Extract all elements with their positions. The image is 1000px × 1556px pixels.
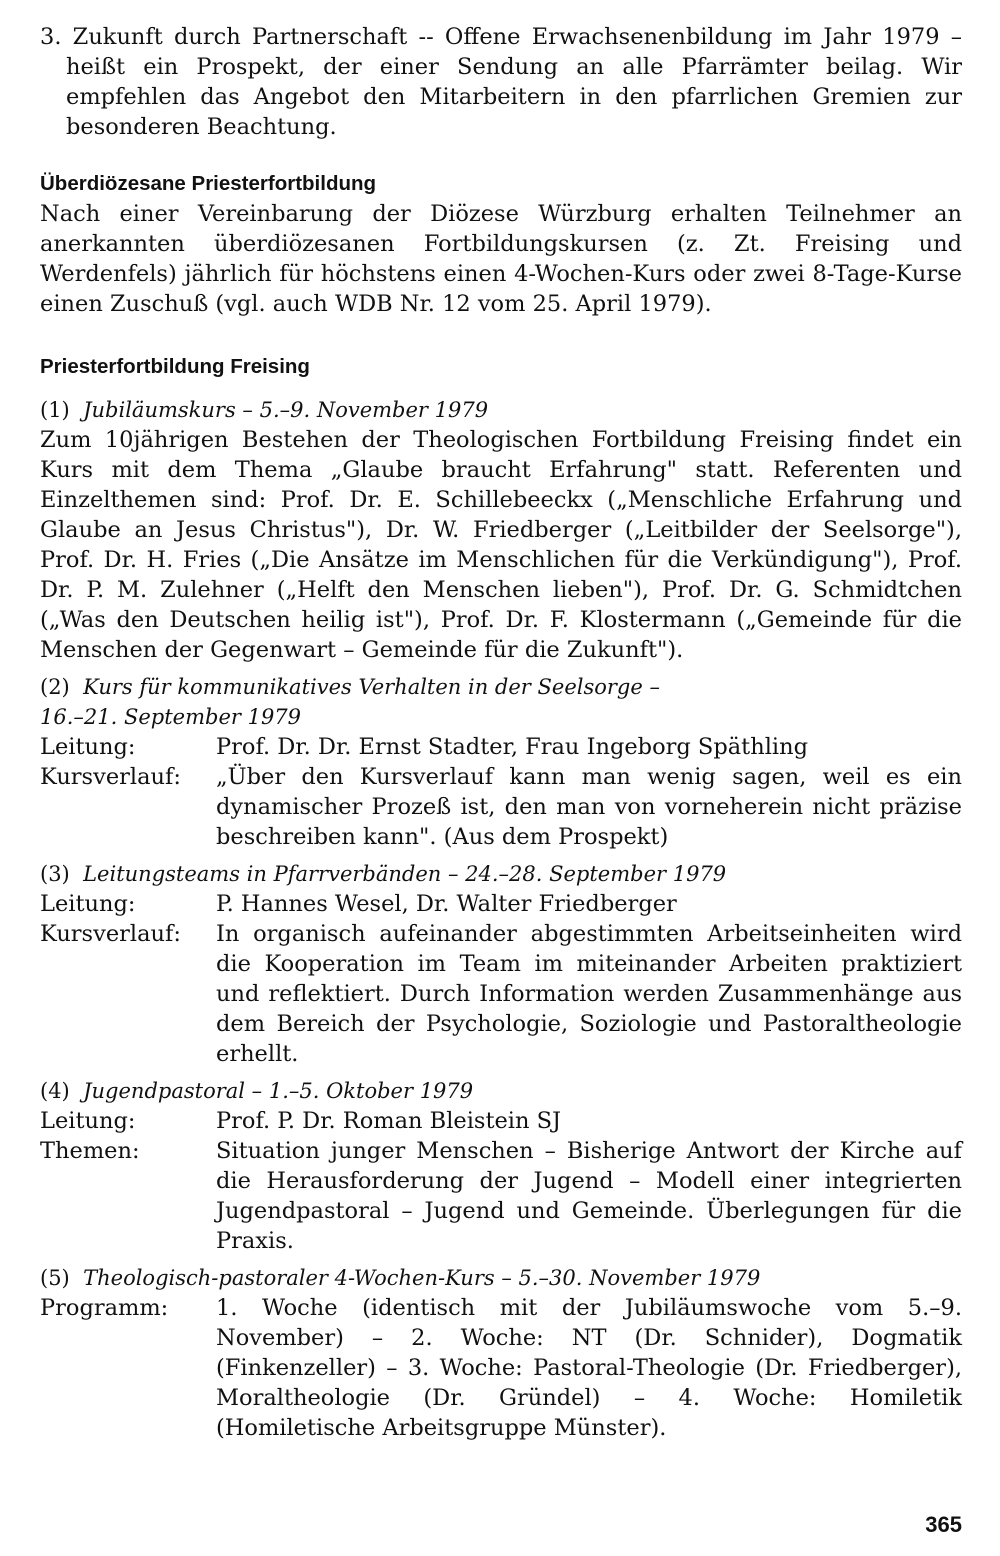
row-label: Leitung:	[40, 734, 136, 760]
row-label: Kursverlauf:	[40, 921, 181, 947]
row-value: In organisch aufeinander abgestimmten Arbeitseinheiten wird die Kooperation im Team im miteinander Arbeiten praktiziert und reflektiert. Durch Information werden Zusammenhänge aus dem Bereich der Psychologie, Soziologie und Pastoraltheologie erhellt.	[216, 921, 962, 1067]
paragraph-ueberdioezesane: Nach einer Vereinbarung der Diözese Würzburg erhalten Teilnehmer an anerkannten überdiözesanen Fortbildungskursen (z. Zt. Freising und Werdenfels) jährlich für höchstens einen 4-Wochen-Kurs oder zwei 8-Tage-Kurse einen Zuschuß (vgl. auch WDB Nr. 12 vom 25. April 1979).	[40, 201, 962, 317]
row-value: P. Hannes Wesel, Dr. Walter Friedberger	[216, 891, 677, 917]
course-3-row-leitung	[40, 889, 962, 919]
course-4-row-leitung	[40, 1106, 962, 1136]
course-3-title	[40, 859, 962, 889]
course-3-title-text: Leitungsteams in Pfarrverbänden – 24.–28. September 1979	[83, 862, 727, 886]
row-value: „Über den Kursverlauf kann man wenig sagen, weil es ein dynamischer Prozeß ist, den man von vorneherein nicht präzise beschreiben kann". (Aus dem Prospekt)	[216, 764, 962, 850]
row-value: Prof. P. Dr. Roman Bleistein SJ	[216, 1108, 562, 1134]
course-4-row-themen	[40, 1136, 962, 1256]
course-4-title	[40, 1076, 962, 1106]
course-1-title	[40, 395, 962, 425]
course-2-row-kursverlauf	[40, 762, 962, 852]
heading-freising: Priesterfortbildung Freising	[40, 355, 310, 378]
course-2-number: (2)	[40, 675, 70, 699]
intro-paragraph: 3. Zukunft durch Partnerschaft -- Offene Erwachsenenbildung im Jahr 1979 – heißt ein Prospekt, der einer Sendung an alle Pfarrämter beilag. Wir empfehlen das Angebot den Mitarbeitern in den pfarrlichen Gremien zur besonderen Beachtung.	[40, 24, 962, 140]
course-3-number: (3)	[40, 862, 70, 886]
document-page	[40, 22, 962, 1443]
course-5-title-text: Theologisch-pastoraler 4-Wochen-Kurs – 5.–30. November 1979	[83, 1266, 761, 1290]
course-2-title	[40, 672, 962, 732]
row-label: Kursverlauf:	[40, 764, 181, 790]
course-5-number: (5)	[40, 1266, 70, 1290]
row-label: Programm:	[40, 1295, 169, 1321]
course-1-title-text: Jubiläumskurs – 5.–9. November 1979	[83, 398, 489, 422]
course-2-title-line2: 16.–21. September 1979	[40, 705, 302, 729]
row-value: 1. Woche (identisch mit der Jubiläumswoche vom 5.–9. November) – 2. Woche: NT (Dr. Schnider), Dogmatik (Finkenzeller) – 3. Woche: Pastoral-Theologie (Dr. Friedberger), Moraltheologie (Dr. Gründel) – 4. Woche: Homiletik (Homiletische Arbeitsgruppe Münster).	[216, 1295, 962, 1441]
heading-ueberdioezesane: Überdiözesane Priesterfortbildung	[40, 172, 377, 195]
row-label: Leitung:	[40, 1108, 136, 1134]
course-5-title	[40, 1263, 962, 1293]
row-label: Themen:	[40, 1138, 140, 1164]
row-value: Prof. Dr. Dr. Ernst Stadter, Frau Ingeborg Späthling	[216, 734, 808, 760]
course-1-number: (1)	[40, 398, 70, 422]
row-value: Situation junger Menschen – Bisherige Antwort der Kirche auf die Herausforderung der Jugend – Modell einer integrierten Jugendpastoral – Jugend und Gemeinde. Überlegungen für die Praxis.	[216, 1138, 962, 1254]
course-2-row-leitung	[40, 732, 962, 762]
course-5-row-programm	[40, 1293, 962, 1443]
row-label: Leitung:	[40, 891, 136, 917]
course-3-row-kursverlauf	[40, 919, 962, 1069]
course-4-title-text: Jugendpastoral – 1.–5. Oktober 1979	[83, 1079, 474, 1103]
course-1-description: Zum 10jährigen Bestehen der Theologischen Fortbildung Freising findet ein Kurs mit dem Thema „Glaube braucht Erfahrung" statt. Referenten und Einzelthemen sind: Prof. Dr. E. Schillebeeckx („Menschliche Erfahrung und Glaube an Jesus Christus"), Dr. W. Friedberger („Leitbilder der Seelsorge"), Prof. Dr. H. Fries („Die Ansätze im Menschlichen für die Verkündigung"), Prof. Dr. P. M. Zulehner („Helft den Menschen lieben"), Prof. Dr. G. Schmidtchen („Was den Deutschen heilig ist"), Prof. Dr. F. Klostermann („Gemeinde für die Menschen der Gegenwart – Gemeinde für die Zukunft").	[40, 427, 962, 663]
page-number: 365	[925, 1512, 962, 1537]
course-2-title-line1: Kurs für kommunikatives Verhalten in der Seelsorge –	[83, 675, 660, 699]
course-4-number: (4)	[40, 1079, 70, 1103]
